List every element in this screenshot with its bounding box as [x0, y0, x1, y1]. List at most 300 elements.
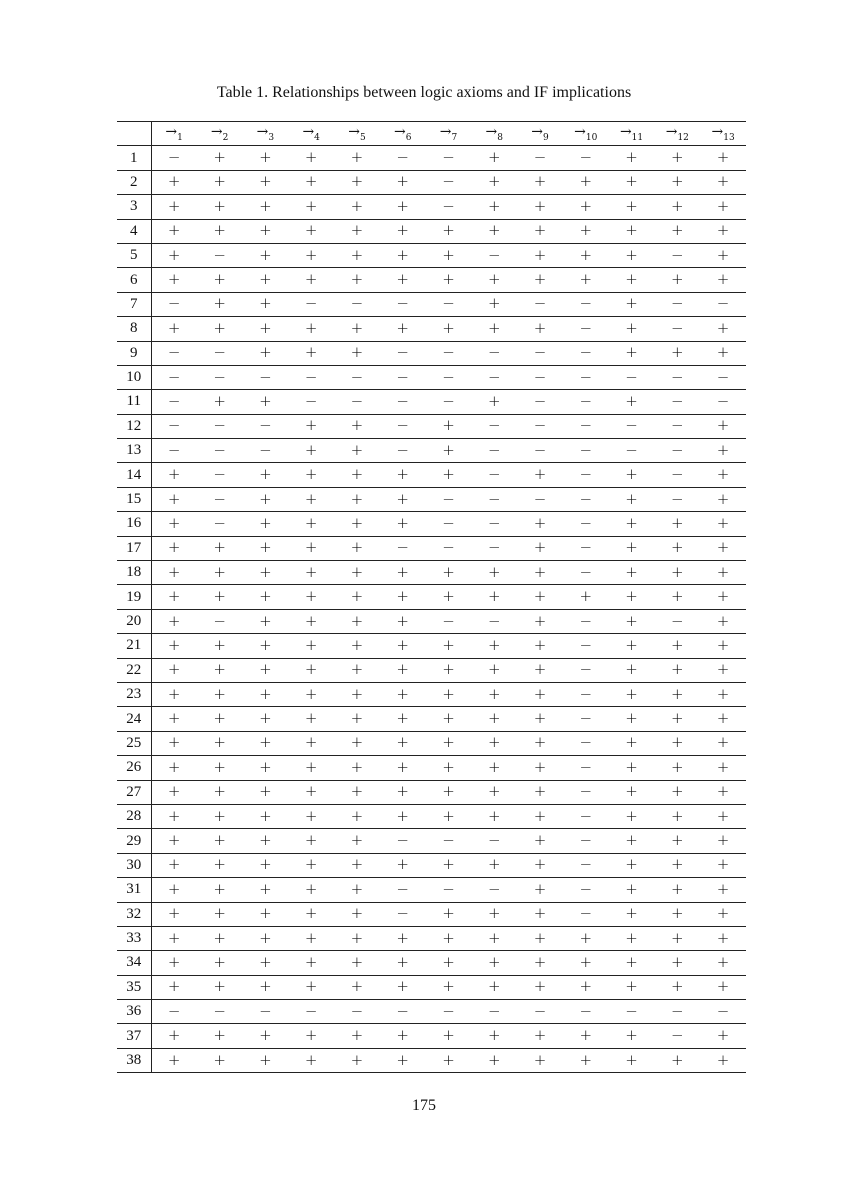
relationship-cell [517, 658, 563, 682]
relationship-cell [563, 878, 609, 902]
relationship-mark: + [396, 806, 409, 825]
relationship-cell [609, 1000, 655, 1024]
relationship-cell [426, 1048, 472, 1072]
relationship-mark: + [533, 196, 547, 215]
table-row [117, 463, 746, 487]
relationship-cell [563, 219, 609, 243]
relationship-cell [334, 1048, 380, 1072]
relationship-cell [471, 1000, 517, 1024]
implication-arrow-label [439, 123, 458, 143]
table-row [117, 146, 746, 170]
table-row [117, 926, 746, 950]
relationship-cell [334, 512, 380, 536]
relationship-cell [654, 804, 700, 828]
arrow-icon: → [256, 123, 269, 140]
relationship-mark: − [304, 391, 318, 410]
relationship-mark: + [625, 148, 638, 167]
relationship-cell [380, 634, 426, 658]
relationship-cell [471, 341, 517, 365]
relationship-cell [426, 1024, 472, 1048]
relationship-cell [563, 195, 609, 219]
relationship-mark: + [716, 440, 730, 459]
implication-arrow-label [348, 123, 366, 143]
relationship-mark: + [167, 587, 181, 606]
relationship-mark: − [487, 489, 501, 508]
relationship-cell [609, 609, 655, 633]
relationship-mark: + [213, 270, 226, 289]
relationship-cell [700, 878, 746, 902]
relationship-cell [609, 707, 655, 731]
relationship-mark: + [716, 587, 730, 606]
relationship-mark: + [716, 782, 730, 801]
relationship-mark: + [259, 513, 272, 532]
relationship-mark: − [579, 416, 593, 435]
relationship-cell [151, 585, 197, 609]
relationship-cell [517, 634, 563, 658]
relationship-cell [288, 975, 334, 999]
implication-index: 11 [631, 132, 644, 143]
axiom-number: 20 [117, 609, 151, 633]
relationship-mark: − [213, 489, 226, 508]
relationship-cell [288, 634, 334, 658]
relationship-mark: − [442, 196, 455, 215]
relationship-mark: + [625, 757, 638, 776]
relationship-mark: − [396, 879, 409, 898]
relationship-mark: + [304, 733, 318, 752]
arrow-icon: → [393, 123, 406, 140]
relationship-mark: + [304, 562, 318, 581]
relationship-cell [700, 219, 746, 243]
relationship-cell [426, 317, 472, 341]
relationship-mark: + [533, 831, 547, 850]
relationship-cell [426, 658, 472, 682]
relationship-cell [609, 243, 655, 267]
relationship-cell [609, 536, 655, 560]
relationship-cell [517, 1048, 563, 1072]
relationship-cell [517, 609, 563, 633]
relationship-mark: + [487, 270, 501, 289]
relationship-cell [471, 414, 517, 438]
relationship-mark: + [671, 562, 684, 581]
relationship-mark: + [487, 391, 501, 410]
relationship-mark: + [625, 343, 638, 362]
relationship-cell [609, 878, 655, 902]
relationship-mark: + [350, 196, 364, 215]
relationship-cell [151, 268, 197, 292]
relationship-mark: + [533, 513, 547, 532]
column-header-implication-11 [609, 122, 655, 146]
relationship-cell [563, 731, 609, 755]
relationship-cell [380, 926, 426, 950]
relationship-mark: + [213, 660, 226, 679]
relationship-cell [609, 634, 655, 658]
relationship-cell [334, 1024, 380, 1048]
relationship-mark: − [579, 831, 593, 850]
relationship-cell [197, 756, 243, 780]
relationship-mark: + [259, 1050, 272, 1069]
relationship-cell [288, 561, 334, 585]
relationship-cell [380, 317, 426, 341]
relationship-cell [197, 780, 243, 804]
relationship-cell [243, 658, 289, 682]
relationship-cell [243, 561, 289, 585]
axiom-number: 9 [117, 341, 151, 365]
relationship-mark: − [487, 440, 501, 459]
relationship-mark: + [442, 270, 455, 289]
relationship-mark: − [579, 855, 593, 874]
relationship-mark: + [396, 1050, 409, 1069]
relationship-cell [151, 414, 197, 438]
relationship-cell [334, 414, 380, 438]
relationship-mark: + [213, 855, 226, 874]
relationship-cell [151, 195, 197, 219]
relationship-mark: + [167, 196, 181, 215]
relationship-mark: + [625, 831, 638, 850]
relationship-mark: + [304, 855, 318, 874]
implication-index: 6 [405, 132, 412, 143]
relationship-cell [243, 439, 289, 463]
relationship-cell [197, 609, 243, 633]
relationship-cell [563, 804, 609, 828]
relationship-mark: + [716, 513, 730, 532]
relationship-cell [380, 609, 426, 633]
relationship-cell [700, 756, 746, 780]
relationship-cell [380, 170, 426, 194]
relationship-mark: + [671, 660, 684, 679]
axiom-number: 1 [117, 146, 151, 170]
relationship-cell [700, 1000, 746, 1024]
relationship-cell [243, 170, 289, 194]
column-header-implication-4 [288, 122, 334, 146]
relationship-mark: − [716, 1001, 730, 1020]
relationship-mark: + [259, 294, 272, 313]
relationship-mark: + [579, 1026, 593, 1045]
relationship-mark: − [579, 148, 593, 167]
relationship-mark: + [350, 928, 364, 947]
relationship-mark: + [213, 952, 226, 971]
relationship-mark: + [487, 221, 501, 240]
relationship-cell [700, 317, 746, 341]
relationship-mark: + [487, 952, 501, 971]
relationship-cell [654, 268, 700, 292]
relationship-cell [426, 780, 472, 804]
implication-index: 2 [222, 132, 229, 143]
relationship-cell [151, 951, 197, 975]
relationship-mark: + [671, 855, 684, 874]
relationship-cell [426, 951, 472, 975]
table-row [117, 804, 746, 828]
relationship-mark: + [487, 196, 501, 215]
relationship-mark: − [579, 635, 593, 654]
relationship-mark: + [716, 709, 730, 728]
implication-arrow-label [485, 123, 503, 143]
relationship-cell [288, 585, 334, 609]
relationship-mark: − [259, 1001, 272, 1020]
relationship-mark: − [579, 513, 593, 532]
relationship-cell [700, 243, 746, 267]
relationship-mark: + [716, 489, 730, 508]
relationship-cell [609, 219, 655, 243]
relationship-cell [197, 902, 243, 926]
relationship-cell [563, 292, 609, 316]
table-row [117, 561, 746, 585]
relationship-mark: + [442, 1050, 455, 1069]
axiom-number: 25 [117, 731, 151, 755]
relationship-cell [334, 487, 380, 511]
relationship-mark: + [213, 562, 226, 581]
relationship-cell [380, 487, 426, 511]
relationship-cell [288, 414, 334, 438]
relationship-mark: + [579, 172, 593, 191]
relationship-mark: + [259, 343, 272, 362]
relationship-mark: + [304, 782, 318, 801]
relationship-mark: − [213, 343, 226, 362]
relationship-mark: − [671, 1001, 684, 1020]
relationship-mark: + [533, 1026, 547, 1045]
implication-index: 3 [268, 132, 275, 143]
relationship-mark: + [259, 1026, 272, 1045]
relationship-mark: + [625, 904, 638, 923]
relationship-mark: + [625, 611, 638, 630]
relationship-mark: − [213, 416, 226, 435]
relationship-cell [563, 609, 609, 633]
relationship-cell [380, 682, 426, 706]
relationship-mark: + [671, 513, 684, 532]
relationship-mark: + [671, 733, 684, 752]
relationship-mark: + [304, 928, 318, 947]
relationship-mark: + [671, 221, 684, 240]
relationship-mark: − [167, 416, 181, 435]
relationship-mark: + [487, 172, 501, 191]
relationship-cell [471, 975, 517, 999]
relationship-mark: + [716, 221, 730, 240]
relationship-cell [517, 146, 563, 170]
column-header-implication-7 [426, 122, 472, 146]
table-row [117, 1048, 746, 1072]
relationship-mark: + [213, 977, 226, 996]
relationship-cell [609, 853, 655, 877]
relationship-mark: − [579, 660, 593, 679]
relationship-cell [151, 561, 197, 585]
relationship-mark: + [396, 172, 409, 191]
relationship-cell [334, 341, 380, 365]
relationship-mark: + [259, 855, 272, 874]
relationship-mark: − [487, 245, 501, 264]
relationship-cell [334, 902, 380, 926]
relationship-cell [563, 414, 609, 438]
relationship-cell [151, 926, 197, 950]
relationship-cell [288, 146, 334, 170]
axiom-number: 35 [117, 975, 151, 999]
relationship-cell [243, 243, 289, 267]
relationship-mark: + [533, 806, 547, 825]
relationship-cell [563, 317, 609, 341]
relationship-mark: + [716, 270, 730, 289]
relationship-cell [151, 341, 197, 365]
relationship-mark: + [259, 952, 272, 971]
axiom-number: 31 [117, 878, 151, 902]
relationship-mark: + [350, 270, 364, 289]
relationship-mark: + [671, 782, 684, 801]
relationship-mark: + [350, 977, 364, 996]
relationship-mark: + [259, 270, 272, 289]
table-row [117, 170, 746, 194]
relationship-mark: + [213, 196, 226, 215]
relationship-cell [517, 292, 563, 316]
relationship-mark: + [487, 562, 501, 581]
table-row [117, 585, 746, 609]
relationship-mark: + [167, 611, 181, 630]
relationship-mark: + [533, 952, 547, 971]
relationship-cell [426, 341, 472, 365]
relationship-cell [563, 170, 609, 194]
relationship-cell [700, 609, 746, 633]
relationship-cell [654, 243, 700, 267]
relationship-mark: + [716, 172, 730, 191]
relationship-cell [243, 292, 289, 316]
relationship-cell [609, 585, 655, 609]
implication-arrow-label [210, 123, 229, 143]
relationship-cell [517, 707, 563, 731]
table-row [117, 609, 746, 633]
axiom-number: 2 [117, 170, 151, 194]
relationship-cell [517, 487, 563, 511]
relationship-cell [654, 439, 700, 463]
relationship-cell [334, 536, 380, 560]
relationship-mark: + [167, 245, 181, 264]
relationship-cell [334, 853, 380, 877]
relationship-mark: + [579, 928, 593, 947]
relationship-mark: + [671, 952, 684, 971]
table-header-row [117, 122, 746, 146]
relationship-cell [380, 365, 426, 389]
relationship-cell [700, 195, 746, 219]
relationship-cell [426, 170, 472, 194]
relationship-mark: − [671, 611, 684, 630]
relationship-mark: − [213, 245, 226, 264]
relationship-mark: + [716, 928, 730, 947]
relationship-cell [426, 926, 472, 950]
relationship-cell [426, 853, 472, 877]
relationship-mark: + [625, 977, 638, 996]
relationship-mark: + [487, 318, 501, 337]
relationship-cell [151, 170, 197, 194]
relationship-mark: + [350, 148, 364, 167]
relationship-cell [609, 268, 655, 292]
relationship-cell [517, 1024, 563, 1048]
relationship-mark: − [167, 391, 181, 410]
relationship-mark: + [625, 172, 638, 191]
relationship-mark: − [259, 440, 272, 459]
relationship-mark: − [533, 489, 547, 508]
relationship-cell [654, 951, 700, 975]
relationship-mark: + [304, 806, 318, 825]
relationship-cell [243, 682, 289, 706]
relationship-cell [426, 731, 472, 755]
relationship-mark: + [579, 1050, 593, 1069]
relationship-mark: + [304, 831, 318, 850]
relationship-cell [288, 804, 334, 828]
relationship-mark: + [396, 318, 409, 337]
relationship-mark: + [716, 318, 730, 337]
relationship-mark: + [350, 318, 364, 337]
relationship-mark: − [671, 245, 684, 264]
relationship-mark: + [716, 1050, 730, 1069]
relationship-cell [243, 731, 289, 755]
relationship-mark: + [533, 221, 547, 240]
relationship-cell [609, 682, 655, 706]
table-row [117, 707, 746, 731]
relationship-mark: + [671, 635, 684, 654]
relationship-cell [243, 926, 289, 950]
relationship-mark: + [625, 635, 638, 654]
relationship-cell [700, 707, 746, 731]
relationship-cell [609, 975, 655, 999]
relationship-mark: + [533, 782, 547, 801]
relationship-cell [334, 365, 380, 389]
relationship-cell [151, 292, 197, 316]
relationship-cell [700, 658, 746, 682]
relationship-cell [288, 292, 334, 316]
relationship-mark: − [671, 465, 684, 484]
relationship-cell [243, 829, 289, 853]
relationship-cell [654, 780, 700, 804]
relationship-mark: + [396, 196, 409, 215]
relationship-mark: + [259, 391, 272, 410]
relationship-mark: + [442, 1026, 455, 1045]
relationship-mark: + [167, 757, 181, 776]
axiom-number: 8 [117, 317, 151, 341]
relationship-mark: − [671, 367, 684, 386]
table-row [117, 341, 746, 365]
table-row [117, 731, 746, 755]
relationship-mark: + [167, 635, 181, 654]
relationship-cell [197, 804, 243, 828]
relationship-mark: + [167, 831, 181, 850]
relationship-mark: + [396, 587, 409, 606]
relationship-cell [563, 439, 609, 463]
relationship-cell [700, 975, 746, 999]
relationship-mark: + [167, 538, 181, 557]
relationship-cell [654, 756, 700, 780]
relationship-mark: + [579, 196, 593, 215]
relationship-cell [609, 463, 655, 487]
relationship-cell [426, 512, 472, 536]
relationship-mark: + [350, 440, 364, 459]
table-row [117, 682, 746, 706]
relationship-cell [471, 926, 517, 950]
table-row [117, 829, 746, 853]
relationship-cell [334, 926, 380, 950]
relationship-cell [380, 804, 426, 828]
relationship-mark: + [579, 270, 593, 289]
relationship-cell [471, 1024, 517, 1048]
relationship-cell [609, 195, 655, 219]
relationship-mark: − [533, 391, 547, 410]
relationship-cell [380, 853, 426, 877]
relationship-cell [380, 414, 426, 438]
relationship-cell [197, 926, 243, 950]
relationship-mark: + [671, 1050, 684, 1069]
column-header-implication-12 [654, 122, 700, 146]
relationship-cell [288, 756, 334, 780]
implication-arrow-label [531, 123, 549, 143]
relationship-cell [334, 146, 380, 170]
relationship-mark: + [716, 684, 730, 703]
relationship-cell [243, 804, 289, 828]
relationship-cell [563, 390, 609, 414]
relationship-mark: + [213, 928, 226, 947]
